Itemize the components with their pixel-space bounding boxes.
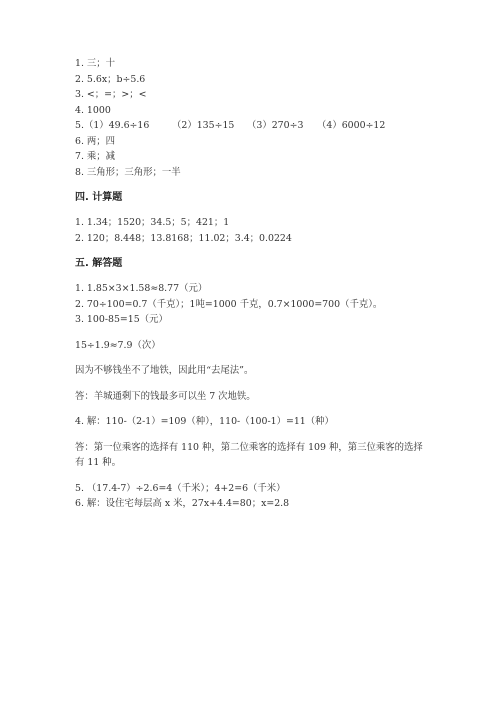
answer-line: 7. 乘；减 [75, 151, 116, 162]
section3-answers [75, 56, 445, 180]
answer-line: 2. 70÷100=0.7（千克）；1吨=1000 千克，0.7×1000=700（千克）。 [75, 298, 383, 310]
section5-answers [75, 281, 445, 512]
answer-line: 答：第一位乘客的选择有 110 种，第二位乘客的选择有 109 种，第三位乘客的选择有 11 种。 [75, 441, 423, 468]
q5-part: （3）270÷3 [247, 120, 304, 131]
answer-line: 4. 1000 [75, 104, 111, 116]
answer-line: 5. （17.4-7）÷2.6=4（千米）；4+2=6（千米） [75, 482, 286, 494]
q5-part: （4）6000÷12 [317, 120, 386, 131]
answer-line: 1. 1.34；1520；34.5；5；421；1 [75, 217, 230, 228]
answer-line: 4. 解：110-（2-1）=109（种），110-（100-1）=11（种） [75, 416, 334, 427]
answer-line: 8. 三角形；三角形；一半 [75, 166, 181, 178]
answer-line: 2. 5.6x；b÷5.6 [75, 73, 146, 85]
answer-line: 因为不够钱坐不了地铁，因此用“去尾法”。 [75, 365, 254, 376]
q5-part: （2）135÷15 [172, 120, 235, 131]
answer-line: 1. 1.85×3×1.58≈8.77（元） [75, 283, 208, 294]
answer-page [75, 56, 445, 512]
section-heading: 四. 计算题 [75, 192, 123, 203]
section-heading: 五. 解答题 [75, 258, 123, 269]
answer-line: 1. 三；十 [75, 58, 116, 69]
answer-line: 答：羊城通剩下的钱最多可以坐 7 次地铁。 [75, 390, 256, 402]
answer-line: 3. <；=；>；< [75, 89, 147, 100]
answer-line-q5 [75, 118, 445, 134]
q5-part: 5.（1）49.6÷16 [75, 120, 150, 131]
answer-line: 6. 两；四 [75, 135, 116, 147]
answer-line: 2. 120；8.448；13.8168；11.02；3.4；0.0224 [75, 232, 292, 244]
answer-line: 3. 100-85=15（元） [75, 314, 168, 325]
answer-line: 6. 解：设住宅每层高 x 米，27x+4.4=80；x=2.8 [75, 498, 290, 509]
section4-answers [75, 215, 445, 246]
answer-line: 15÷1.9≈7.9（次） [75, 339, 161, 351]
